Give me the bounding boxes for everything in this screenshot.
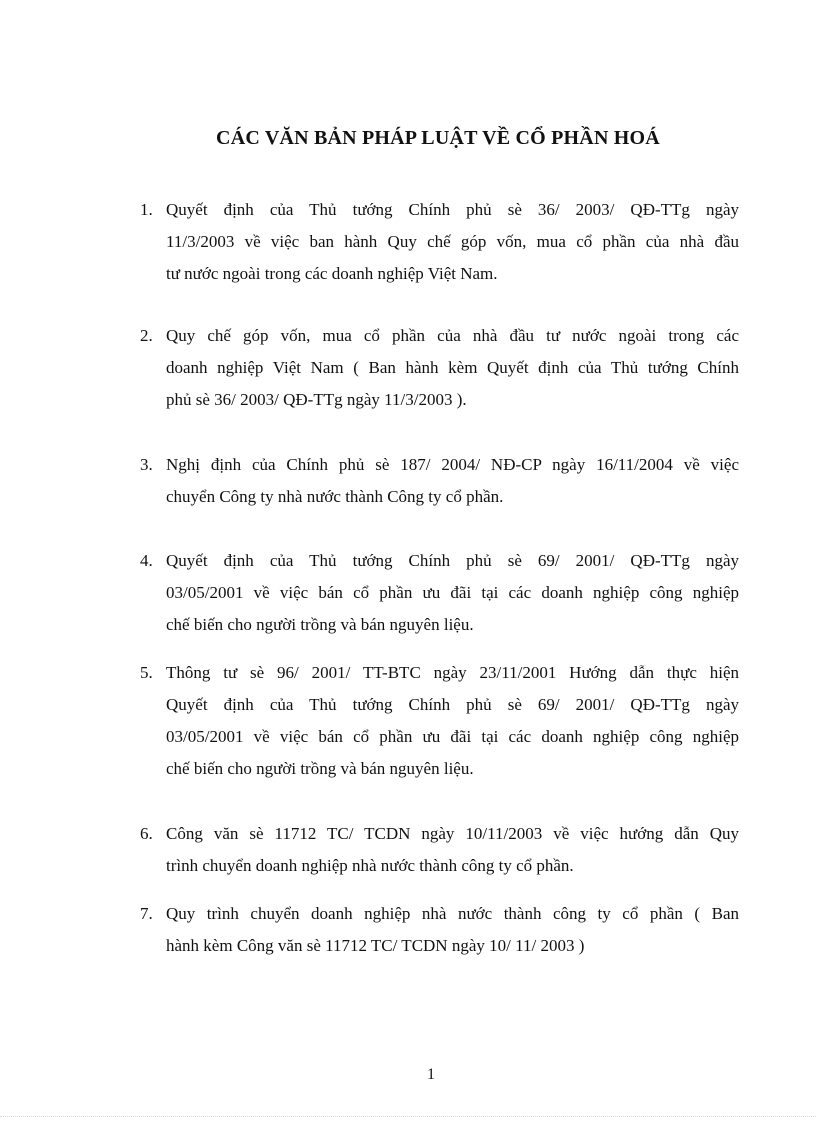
list-item-number: 5. [140, 663, 153, 682]
text-line: 03/05/2001 về việc bán cổ phần ưu đãi tại các doanh nghiệp công nghiệp [166, 583, 739, 602]
text-line: tư nước ngoài trong các doanh nghiệp Việt Nam. [166, 264, 498, 283]
list-item-number: 1. [140, 200, 153, 219]
list-item-text [166, 818, 739, 882]
document-title: CÁC VĂN BẢN PHÁP LUẬT VỀ CỔ PHẦN HOÁ [216, 127, 660, 149]
text-line: Quy trình chuyển doanh nghiệp nhà nước thành công ty cổ phần ( Ban [166, 904, 739, 923]
list-item [140, 818, 739, 882]
page-number: 1 [427, 1066, 435, 1083]
text-line: hành kèm Công văn sè 11712 TC/ TCDN ngày 10/ 11/ 2003 ) [166, 936, 585, 955]
text-line: trình chuyển doanh nghiệp nhà nước thành công ty cổ phần. [166, 856, 574, 875]
text-line: 11/3/2003 về việc ban hành Quy chế góp vốn, mua cổ phần của nhà đầu [166, 232, 739, 251]
list-item-text [166, 194, 739, 290]
list-item [140, 320, 739, 416]
text-line: Nghị định của Chính phủ sè 187/ 2004/ NĐ-CP ngày 16/11/2004 về việc [166, 455, 739, 474]
list-item-text [166, 898, 739, 962]
list-item [140, 657, 739, 785]
text-line: Thông tư sè 96/ 2001/ TT-BTC ngày 23/11/2001 Hướng dẫn thực hiện [166, 663, 739, 682]
text-line: Quy chế góp vốn, mua cổ phần của nhà đầu tư nước ngoài trong các [166, 326, 739, 345]
text-line: doanh nghiệp Việt Nam ( Ban hành kèm Quyết định của Thủ tướng Chính [166, 358, 739, 377]
text-line: chế biến cho người trồng và bán nguyên liệu. [166, 759, 474, 778]
text-line: chuyển Công ty nhà nước thành Công ty cổ phần. [166, 487, 504, 506]
text-line: Công văn sè 11712 TC/ TCDN ngày 10/11/2003 về việc hướng dẫn Quy [166, 824, 739, 843]
list-item-number: 7. [140, 904, 153, 923]
text-line: Quyết định của Thủ tướng Chính phủ sè 69/ 2001/ QĐ-TTg ngày [166, 695, 739, 714]
list-item-number: 6. [140, 824, 153, 843]
text-line: chế biến cho người trồng và bán nguyên liệu. [166, 615, 474, 634]
page-divider [0, 1116, 816, 1117]
list-item-text [166, 657, 739, 785]
list-item [140, 194, 739, 290]
list-item [140, 449, 739, 513]
text-line: 03/05/2001 về việc bán cổ phần ưu đãi tại các doanh nghiệp công nghiệp [166, 727, 739, 746]
list-item-text [166, 545, 739, 641]
list-item [140, 545, 739, 641]
list-item-number: 4. [140, 551, 153, 570]
list-item-text [166, 449, 739, 513]
text-line: Quyết định của Thủ tướng Chính phủ sè 36/ 2003/ QĐ-TTg ngày [166, 200, 739, 219]
text-line: Quyết định của Thủ tướng Chính phủ sè 69/ 2001/ QĐ-TTg ngày [166, 551, 739, 570]
list-item [140, 898, 739, 962]
list-item-text [166, 320, 739, 416]
text-line: phủ sè 36/ 2003/ QĐ-TTg ngày 11/3/2003 ). [166, 390, 467, 409]
list-item-number: 2. [140, 326, 153, 345]
list-item-number: 3. [140, 455, 153, 474]
